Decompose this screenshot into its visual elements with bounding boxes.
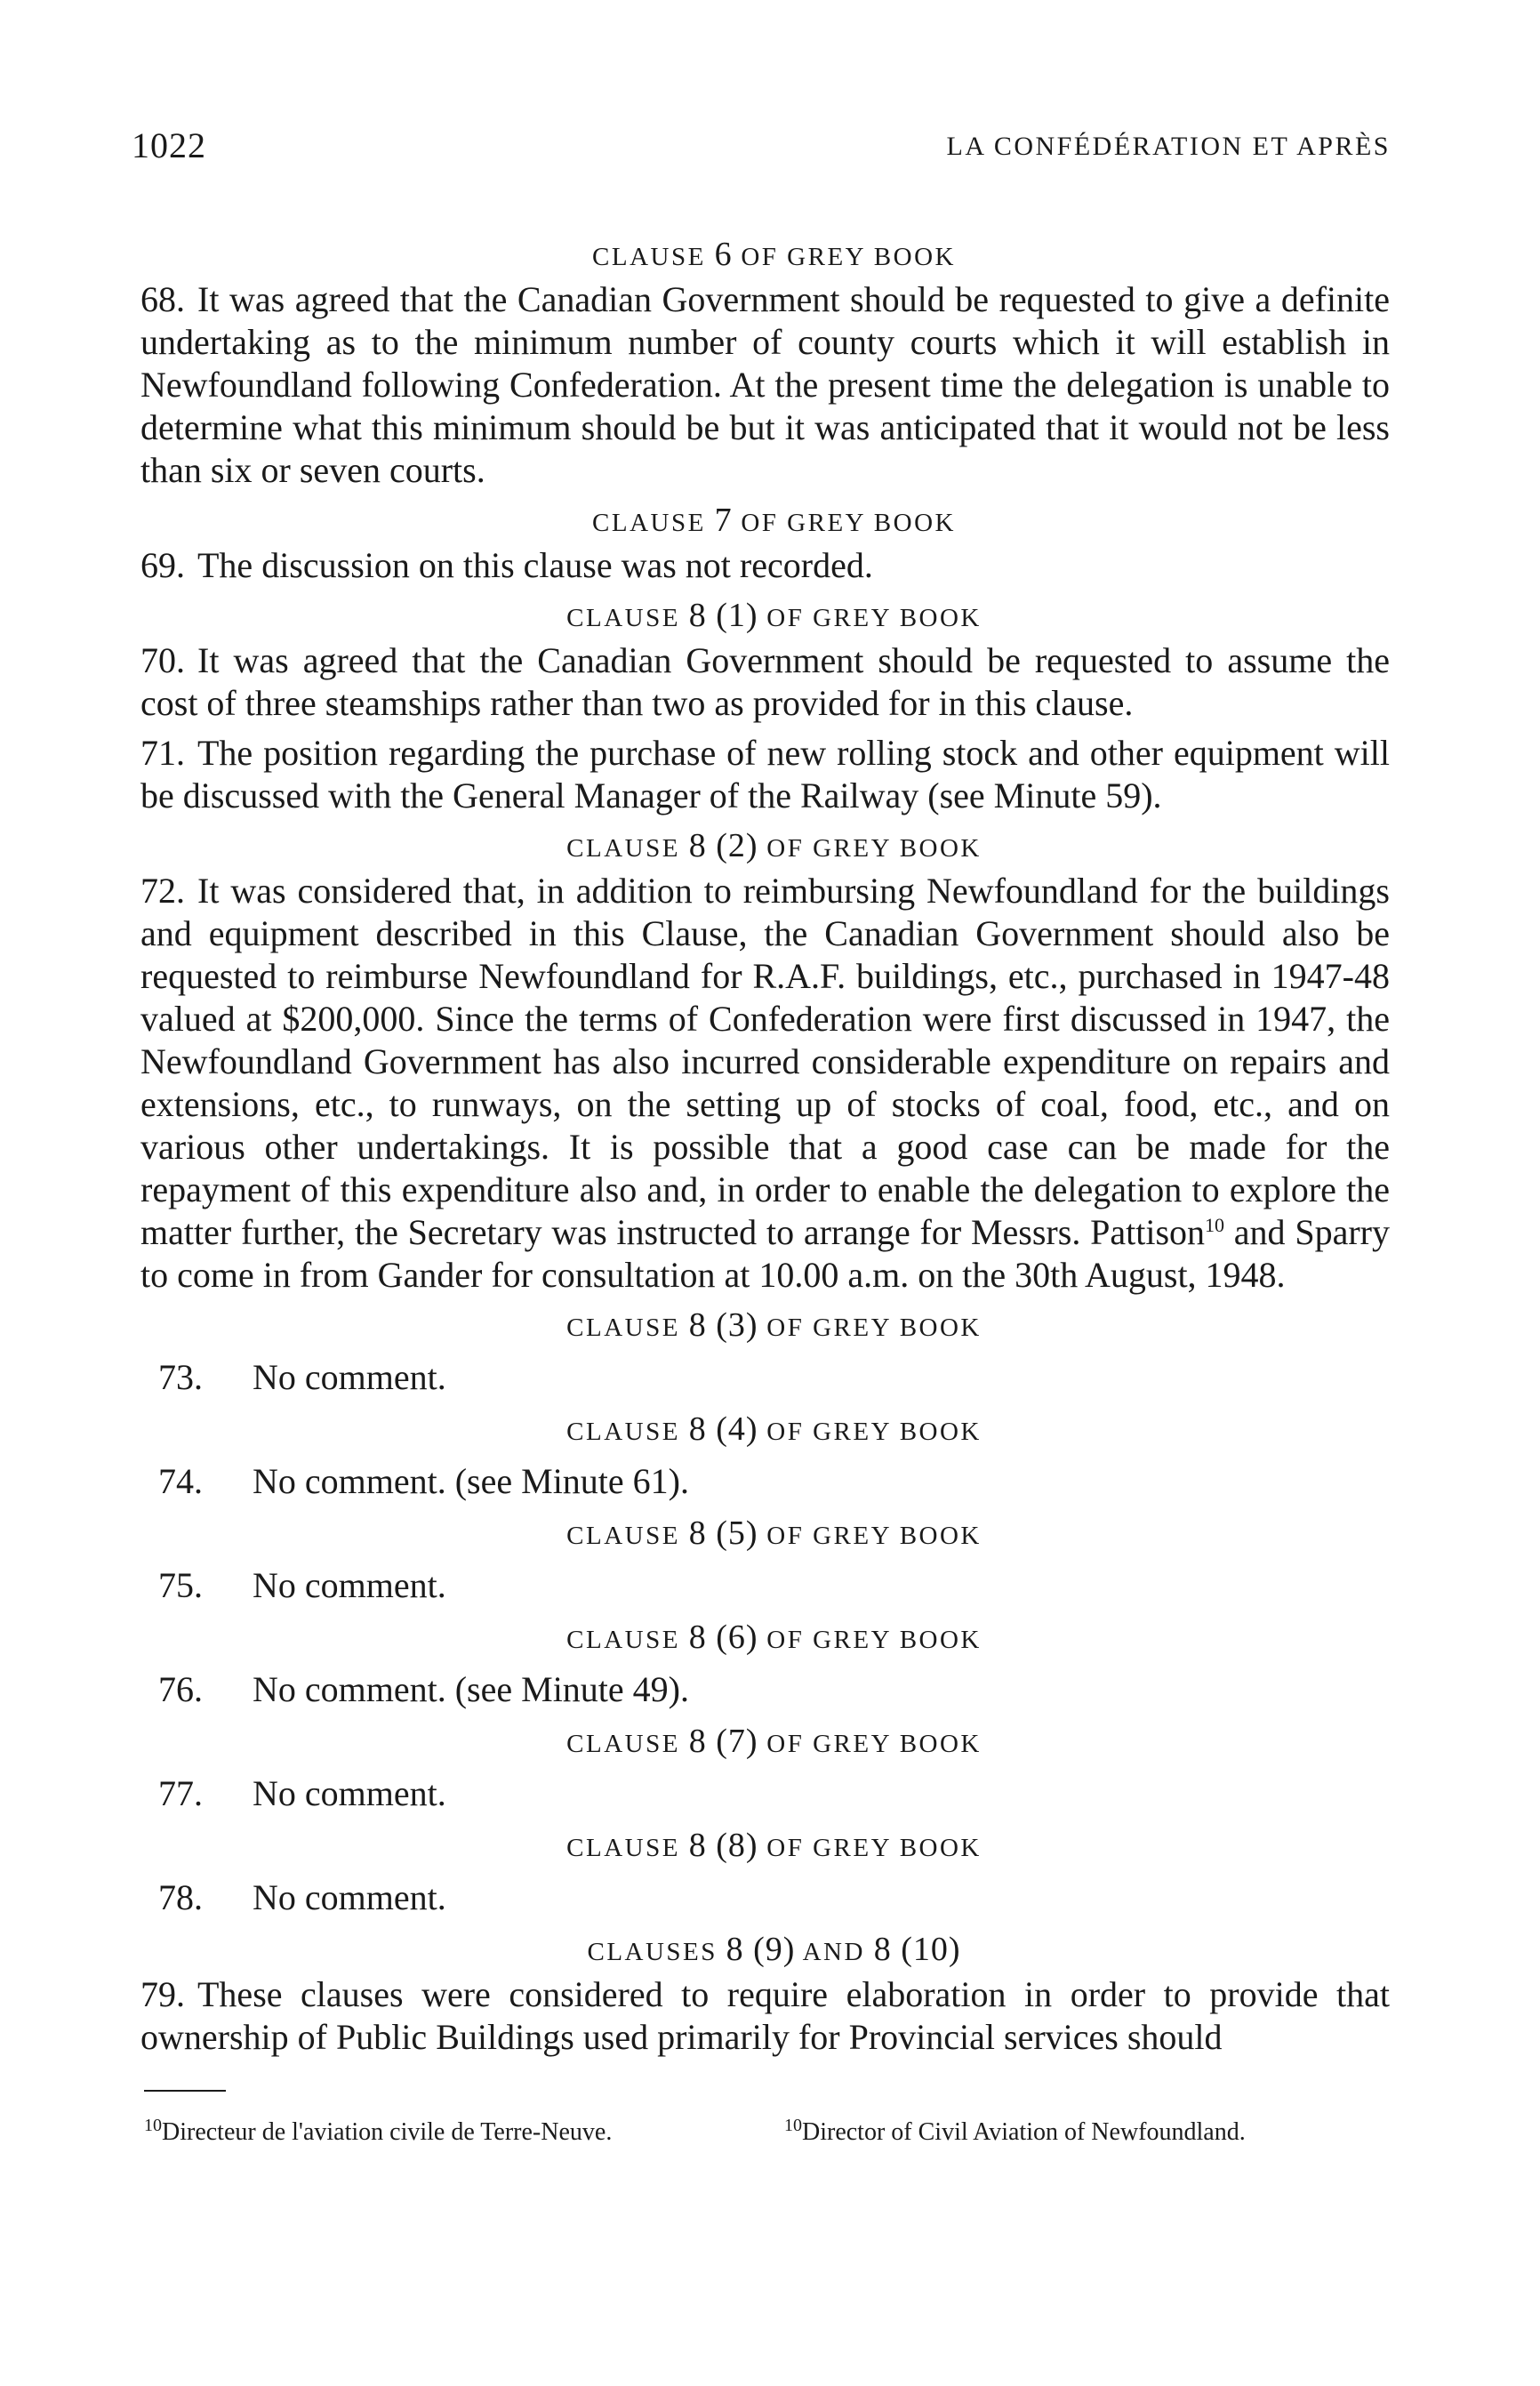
paragraph-79	[140, 1973, 1390, 2059]
paragraph-text: No comment.	[253, 1357, 446, 1397]
paragraph-text: No comment.	[253, 1773, 446, 1813]
paragraph-text: It was agreed that the Canadian Government should be requested to give a definite undertaking as to the minimum number of county courts which it will establish in Newfoundland following Confederation. At the present time the delegation is unable to determine what this minimum should be but it was anticipated that it would not be less than six or seven courts.	[140, 279, 1390, 490]
paragraph-text: No comment. (see Minute 49).	[253, 1669, 689, 1709]
footnote-text: Directeur de l'aviation civile de Terre-Neuve.	[162, 2118, 613, 2146]
paragraph-number: 72.	[140, 871, 185, 911]
paragraph-number: 78.	[158, 1877, 203, 1917]
paragraph-76	[140, 1668, 1390, 1711]
paragraph-70	[140, 639, 1390, 725]
paragraph-78	[140, 1876, 1390, 1919]
section-heading: CLAUSE 8 (5) OF GREY BOOK	[566, 1514, 982, 1552]
page-number: 1022	[132, 125, 206, 165]
footnote-mark: 10	[144, 2116, 162, 2135]
paragraph-number: 77.	[158, 1773, 203, 1813]
paragraph-text-continued: and Sparry to come in from Gander for consultation at 10.00 a.m. on the 30th August, 1948.	[140, 1212, 1390, 1295]
section-heading: CLAUSE 7 OF GREY BOOK	[592, 502, 956, 539]
page-header	[132, 125, 1391, 178]
paragraph-text: No comment.	[253, 1565, 446, 1605]
paragraph-text: No comment. (see Minute 61).	[253, 1461, 689, 1501]
running-head: LA CONFÉDÉRATION ET APRÈS	[946, 132, 1391, 161]
paragraph-text: No comment.	[253, 1877, 446, 1917]
section-heading: CLAUSE 8 (1) OF GREY BOOK	[566, 597, 982, 634]
section-heading: CLAUSE 8 (3) OF GREY BOOK	[566, 1306, 982, 1344]
paragraph-number: 69.	[140, 545, 185, 585]
paragraph-74	[140, 1460, 1390, 1503]
section-heading: CLAUSE 8 (8) OF GREY BOOK	[566, 1827, 982, 1864]
paragraph-72	[140, 870, 1390, 1297]
paragraph-number: 68.	[140, 279, 185, 319]
paragraph-number: 74.	[158, 1461, 203, 1501]
paragraph-number: 79.	[140, 1974, 185, 2014]
paragraph-text: It was considered that, in addition to reimbursing Newfoundland for the buildings and equipment described in this Clause, the Canadian Government should also be requested to reimburse Newfoundland for R.A.F. buildings, etc., purchased in 1947-48 valued at $200,000. Since the terms of Confederation were first discussed in 1947, the Newfoundland Government has also incurred considerable expenditure on repairs and extensions, etc., to runways, on the setting up of stocks of coal, food, etc., and on various other undertakings. It is possible that a good case can be made for the repayment of this expenditure also and, in order to enable the delegation to explore the matter further, the Secretary was instructed to arrange for Messrs. Pattison	[140, 871, 1390, 1252]
footnote-marker: 10	[1205, 1214, 1225, 1236]
section-heading: CLAUSE 6 OF GREY BOOK	[592, 236, 956, 273]
section-heading: CLAUSE 8 (2) OF GREY BOOK	[566, 827, 982, 864]
paragraph-73	[140, 1356, 1390, 1399]
footnote-divider	[144, 2090, 226, 2092]
section-heading: CLAUSE 8 (7) OF GREY BOOK	[566, 1723, 982, 1760]
paragraph-69	[140, 544, 1390, 587]
paragraph-number: 71.	[140, 733, 185, 773]
paragraph-number: 76.	[158, 1669, 203, 1709]
footnote-mark: 10	[784, 2116, 802, 2135]
paragraph-number: 73.	[158, 1357, 203, 1397]
section-heading: CLAUSE 8 (4) OF GREY BOOK	[566, 1410, 982, 1448]
paragraph-68	[140, 278, 1390, 492]
paragraph-number: 70.	[140, 640, 185, 680]
paragraph-71	[140, 732, 1390, 817]
paragraph-text: The position regarding the purchase of new rolling stock and other equipment will be discussed with the General Manager of the Railway (see Minute 59).	[140, 733, 1390, 815]
paragraph-number: 75.	[158, 1565, 203, 1605]
section-heading: CLAUSES 8 (9) AND 8 (10)	[587, 1931, 961, 1968]
paragraph-text: The discussion on this clause was not recorded.	[197, 545, 873, 585]
paragraph-77	[140, 1772, 1390, 1815]
footnote-text: Director of Civil Aviation of Newfoundland.	[802, 2118, 1246, 2146]
paragraph-text: It was agreed that the Canadian Government should be requested to assume the cost of three steamships rather than two as provided for in this clause.	[140, 640, 1390, 723]
paragraph-text: These clauses were considered to require elaboration in order to provide that ownership of Public Buildings used primarily for Provincial services should	[140, 1974, 1390, 2057]
footnote-french	[144, 2115, 612, 2150]
section-heading: CLAUSE 8 (6) OF GREY BOOK	[566, 1619, 982, 1656]
footnote-english	[784, 2115, 1246, 2150]
paragraph-75	[140, 1564, 1390, 1607]
page-body	[140, 233, 1390, 2066]
